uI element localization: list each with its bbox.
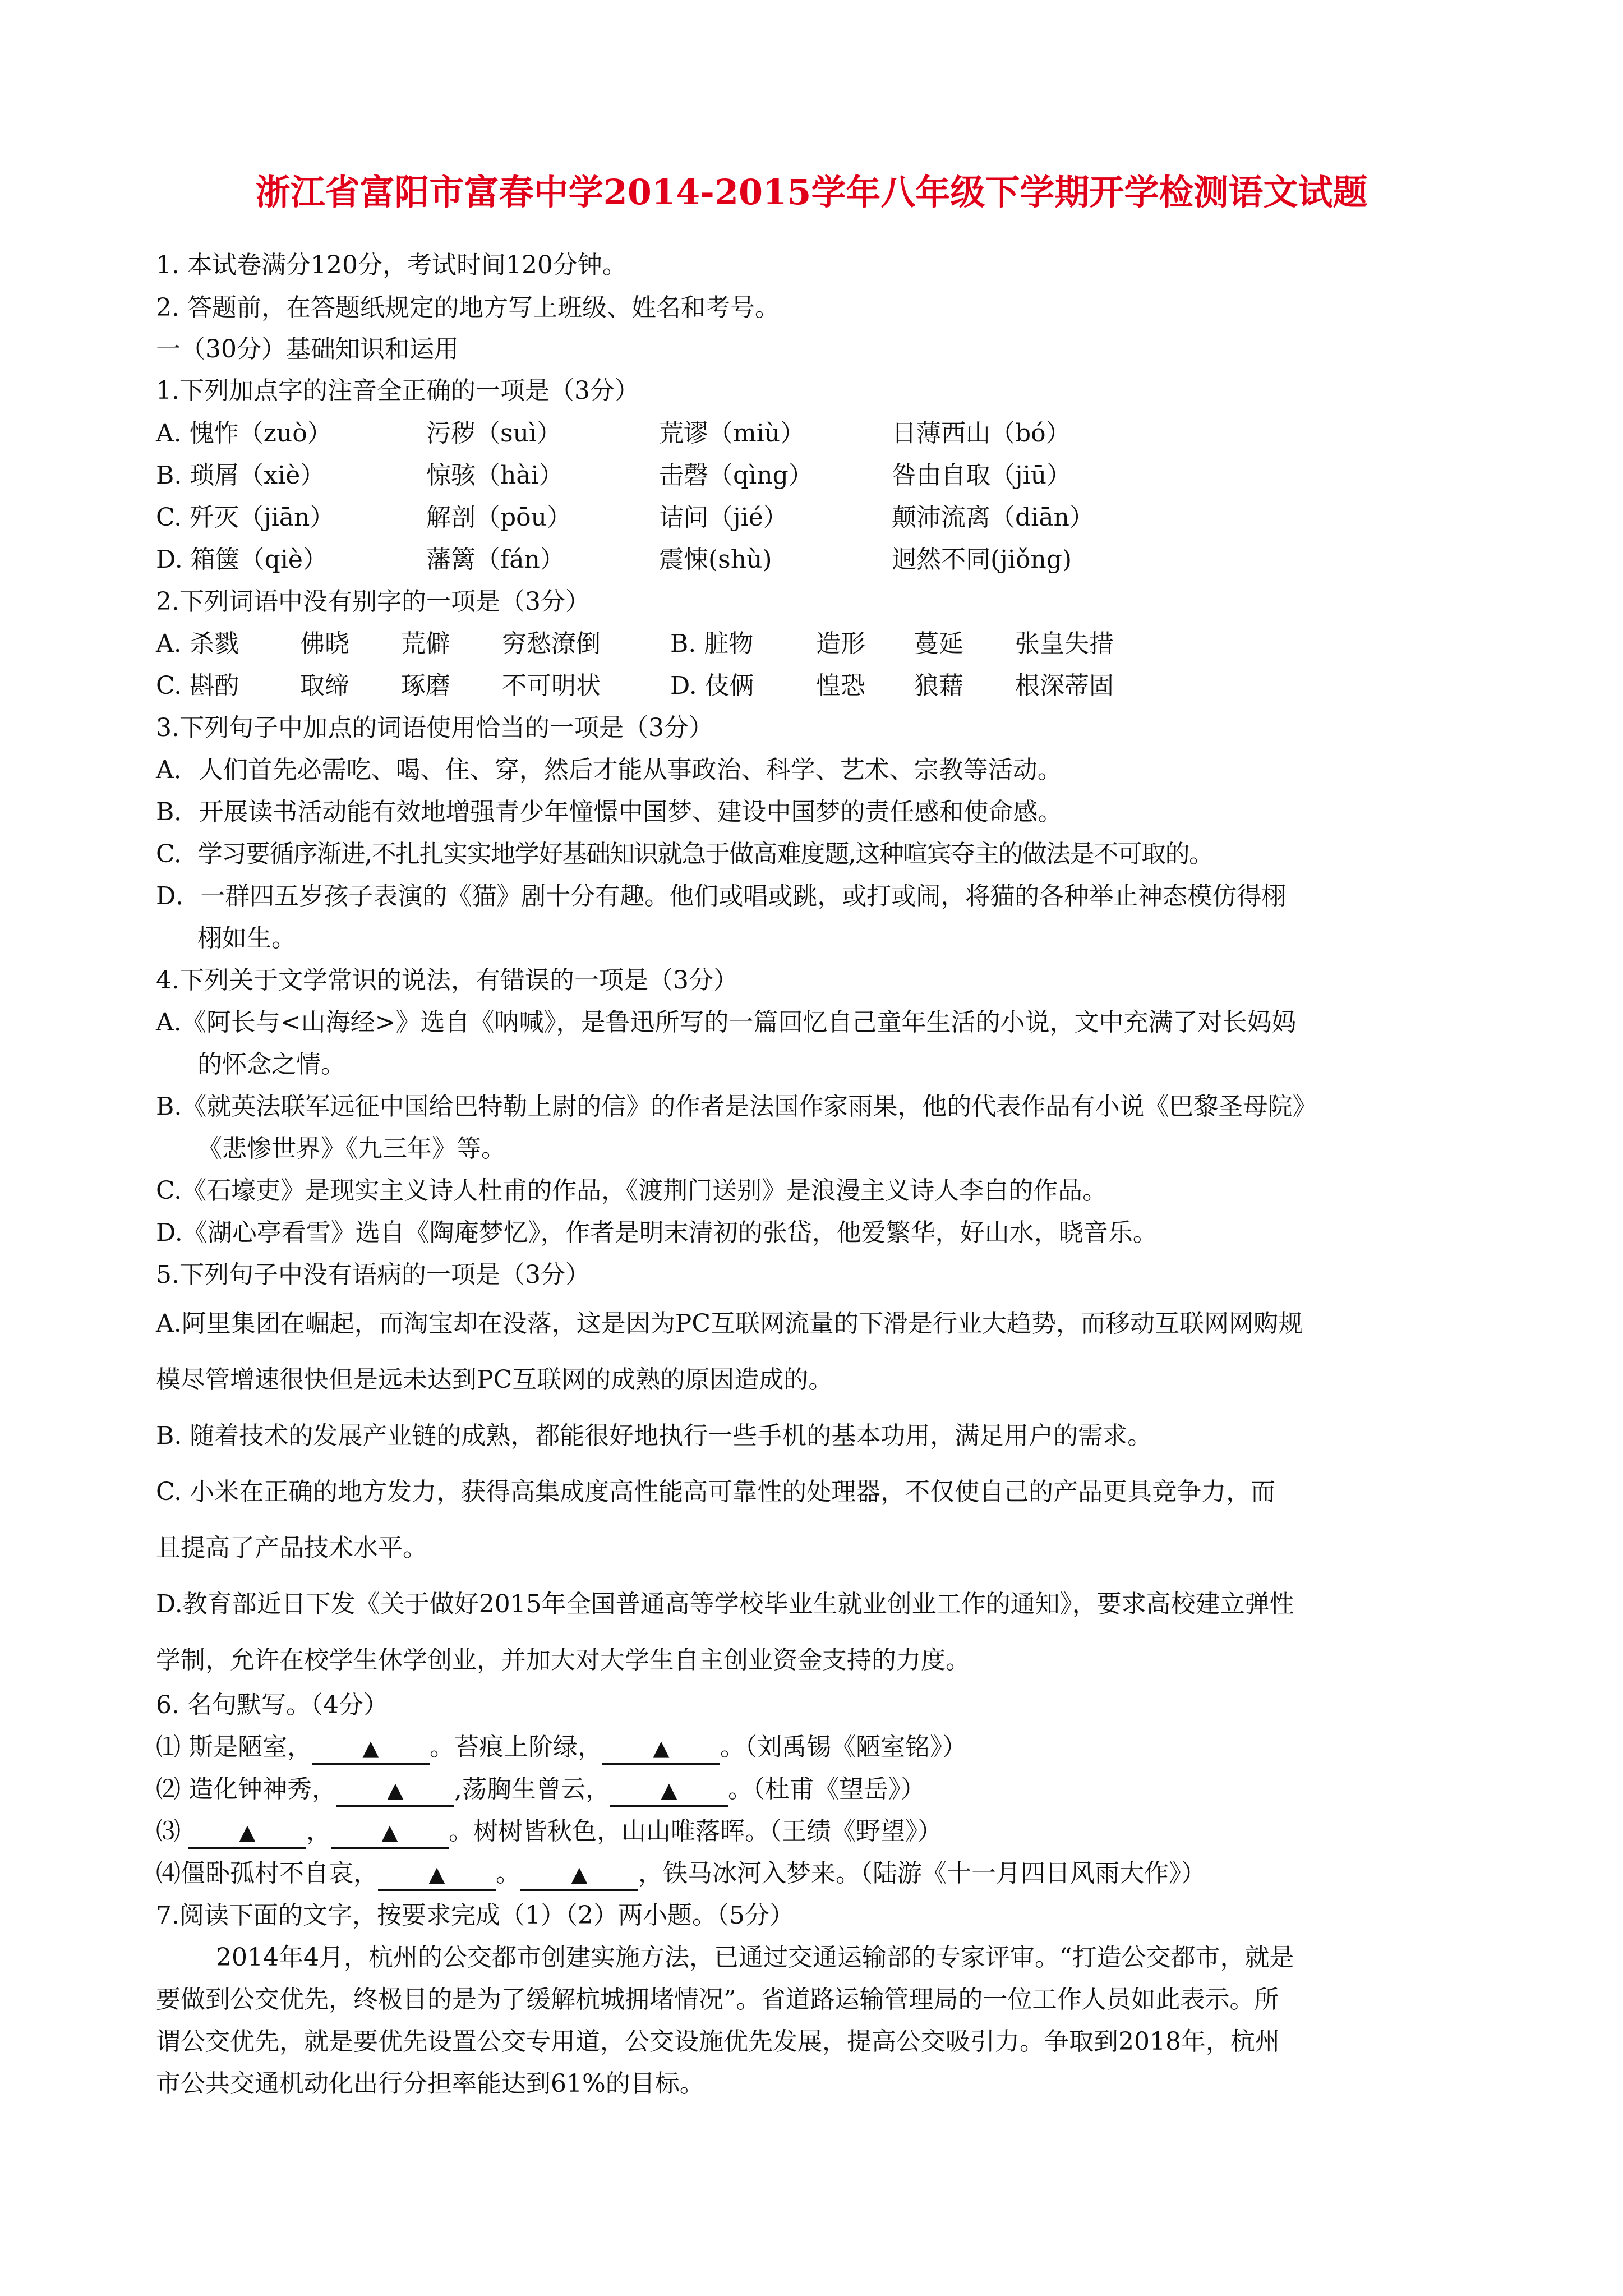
q5-option-c: C. 小米在正确的地方发力，获得高集成度高性能高可靠性的处理器，不仅使自己的产品更具竞争力，而	[156, 1478, 1276, 1506]
q7-passage-line-3: 谓公交优先，就是要优先设置公交专用道，公交设施优先发展，提高公交吸引力。争取到2018年，杭州	[156, 2027, 1280, 2056]
triangle-icon: ▲	[661, 1778, 677, 1802]
triangle-icon: ▲	[571, 1862, 588, 1887]
q3-option-c: C．学习要循序渐进,不扎扎实实地学好基础知识就急于做高难度题,这种喧宾夺主的做法是不可取的。	[156, 840, 1213, 868]
q1-a-3: 荒谬（miù）	[659, 419, 805, 448]
q6-line-1	[156, 1731, 967, 1765]
q4-option-b-cont: 《悲惨世界》《九三年》等。	[197, 1134, 506, 1163]
q6-line-3-text-b: ，	[306, 1817, 331, 1846]
q5-option-d-cont: 学制，允许在校学生休学创业，并加大对大学生自主创业资金支持的力度。	[156, 1646, 970, 1674]
q6-stem: 6. 名句默写。（4分）	[156, 1691, 388, 1719]
q7-passage-line-4: 市公共交通机动化出行分担率能达到61%的目标。	[156, 2069, 704, 2098]
q6-blank-7[interactable]	[378, 1858, 496, 1891]
q2-c-1: C. 斟酌	[156, 671, 239, 700]
q2-c-4: 不可明状	[502, 671, 601, 700]
q2-b-4: 张皇失措	[1015, 629, 1114, 658]
q7-passage-line-2: 要做到公交优先，终极目的是为了缓解杭城拥堵情况”。省道路运输管理局的一位工作人员如此表示。所	[156, 1985, 1279, 2014]
triangle-icon: ▲	[387, 1778, 404, 1802]
q4-option-a: A.《阿长与<山海经>》选自《呐喊》，是鲁迅所写的一篇回忆自己童年生活的小说，文中充满了对长妈妈	[156, 1008, 1297, 1037]
q2-a-3: 荒僻	[401, 629, 450, 658]
q6-line-4	[156, 1857, 1206, 1891]
q5-option-a-cont: 模尽管增速很快但是远未达到PC互联网的成熟的原因造成的。	[156, 1365, 833, 1394]
triangle-icon: ▲	[239, 1820, 256, 1844]
q2-b-3: 蔓延	[914, 629, 963, 658]
q4-option-b: B.《就英法联军远征中国给巴特勒上尉的信》的作者是法国作家雨果，他的代表作品有小说《巴黎圣母院》	[156, 1092, 1317, 1121]
q1-a-1: A. 愧怍（zuò）	[156, 419, 332, 448]
q6-blank-1[interactable]	[312, 1732, 430, 1765]
q6-blank-3[interactable]	[336, 1774, 454, 1807]
q2-a-1: A. 杀戮	[156, 629, 239, 658]
triangle-icon: ▲	[653, 1736, 670, 1760]
q1-c-2: 解剖（pōu）	[426, 503, 571, 532]
q5-stem: 5.下列句子中没有语病的一项是（3分）	[156, 1260, 590, 1289]
q1-b-1: B. 琐屑（xiè）	[156, 461, 325, 490]
q2-a-4: 穷愁潦倒	[502, 629, 601, 658]
q5-option-a: A.阿里集团在崛起，而淘宝却在没落，这是因为PC互联网流量的下滑是行业大趋势，而移动互联网网购规	[156, 1309, 1303, 1338]
q1-d-2: 藩篱（fán）	[426, 545, 565, 574]
q5-option-d: D.教育部近日下发《关于做好2015年全国普通高等学校毕业生就业创业工作的通知》，要求高校建立弹性	[156, 1590, 1294, 1618]
q6-blank-6[interactable]	[331, 1816, 449, 1849]
q4-option-a-cont: 的怀念之情。	[197, 1050, 345, 1079]
q2-d-3: 狼藉	[914, 671, 963, 700]
q7-passage-line-1: 2014年4月，杭州的公交都市创建实施方法，已通过交通运输部的专家评审。“打造公交都市，就是	[216, 1943, 1294, 1972]
q1-c-4: 颠沛流离（diān）	[892, 503, 1094, 532]
q1-a-2: 污秽（suì）	[426, 419, 561, 448]
q2-d-2: 惶恐	[816, 671, 865, 700]
q6-line-2-text-c: 。（杜甫《望岳》）	[728, 1775, 925, 1803]
q5-option-b: B. 随着技术的发展产业链的成熟，都能很好地执行一些手机的基本功用，满足用户的需求。	[156, 1421, 1152, 1450]
q6-line-1-text-a: ⑴ 斯是陋室，	[156, 1733, 312, 1761]
q6-line-4-text-b: 。	[496, 1859, 520, 1888]
q6-line-1-text-b: 。苔痕上阶绿，	[430, 1733, 602, 1761]
q6-line-1-text-c: 。（刘禹锡《陋室铭》）	[720, 1733, 967, 1761]
q6-line-3	[156, 1815, 942, 1849]
q2-a-2: 佛晓	[300, 629, 349, 658]
q2-b-2: 造形	[816, 629, 865, 658]
q6-line-2	[156, 1773, 925, 1807]
section-heading: 一（30分）基础知识和运用	[156, 335, 459, 364]
q1-c-1: C. 歼灭（jiān）	[156, 503, 335, 532]
q1-stem: 1.下列加点字的注音全正确的一项是（3分）	[156, 376, 639, 405]
q1-b-4: 咎由自取（jiū）	[892, 461, 1072, 490]
q2-c-2: 取缔	[300, 671, 349, 700]
q1-d-1: D. 箱箧（qiè）	[156, 545, 328, 574]
q6-line-4-text-a: ⑷僵卧孤村不自哀，	[156, 1859, 378, 1888]
q4-option-c: C.《石壕吏》是现实主义诗人杜甫的作品，《渡荆门送别》是浪漫主义诗人李白的作品。	[156, 1176, 1108, 1205]
q2-c-3: 琢磨	[401, 671, 450, 700]
q3-option-b: B．开展读书活动能有效地增强青少年憧憬中国梦、建设中国梦的责任感和使命感。	[156, 798, 1063, 826]
q4-option-d: D.《湖心亭看雪》选自《陶庵梦忆》，作者是明末清初的张岱，他爱繁华，好山水，晓音乐。	[156, 1218, 1158, 1247]
note-1: 1. 本试卷满分120分，考试时间120分钟。	[156, 251, 627, 279]
triangle-icon: ▲	[362, 1736, 379, 1760]
q1-a-4: 日薄西山（bó）	[892, 419, 1071, 448]
q1-d-3: 震悚(shù)	[659, 545, 772, 574]
q1-c-3: 诘问（jié）	[659, 503, 788, 532]
q6-line-2-text-b: ,荡胸生曾云，	[454, 1775, 610, 1803]
q3-option-a: A．人们首先必需吃、喝、住、穿，然后才能从事政治、科学、艺术、宗教等活动。	[156, 756, 1062, 784]
q6-line-3-text-a: ⑶	[156, 1817, 188, 1846]
q6-blank-4[interactable]	[610, 1774, 728, 1807]
q1-b-3: 击磬（qìng）	[659, 461, 813, 490]
q6-blank-8[interactable]	[520, 1858, 638, 1891]
q1-b-2: 惊骇（hài）	[426, 461, 564, 490]
q4-stem: 4.下列关于文学常识的说法，有错误的一项是（3分）	[156, 966, 738, 995]
triangle-icon: ▲	[428, 1862, 445, 1887]
q2-d-4: 根深蒂固	[1015, 671, 1114, 700]
q6-line-3-text-c: 。树树皆秋色，山山唯落晖。（王绩《野望》）	[449, 1817, 942, 1846]
q3-stem: 3.下列句子中加点的词语使用恰当的一项是（3分）	[156, 714, 713, 742]
q6-blank-5[interactable]	[188, 1816, 306, 1849]
q6-blank-2[interactable]	[602, 1732, 720, 1765]
q2-b-1: B. 脏物	[670, 629, 754, 658]
note-2: 2. 答题前，在答题纸规定的地方写上班级、姓名和考号。	[156, 293, 780, 322]
q3-option-d-cont: 栩如生。	[197, 924, 296, 953]
q5-option-c-cont: 且提高了产品技术水平。	[156, 1534, 427, 1562]
q6-line-2-text-a: ⑵ 造化钟神秀，	[156, 1775, 336, 1803]
q2-stem: 2.下列词语中没有别字的一项是（3分）	[156, 587, 590, 616]
q1-d-4: 迥然不同(jiǒng)	[892, 545, 1072, 574]
q3-option-d: D．一群四五岁孩子表演的《猫》剧十分有趣。他们或唱或跳，或打或闹，将猫的各种举止神态模仿得栩	[156, 882, 1287, 910]
q2-d-1: D. 伎俩	[670, 671, 754, 700]
page-title: 浙江省富阳市富春中学2014-2015学年八年级下学期开学检测语文试题	[255, 172, 1368, 213]
q7-stem: 7.阅读下面的文字，按要求完成（1）（2）两小题。（5分）	[156, 1901, 794, 1930]
triangle-icon: ▲	[381, 1820, 398, 1844]
q6-line-4-text-c: ，铁马冰河入梦来。（陆游《十一月四日风雨大作》）	[638, 1859, 1206, 1888]
